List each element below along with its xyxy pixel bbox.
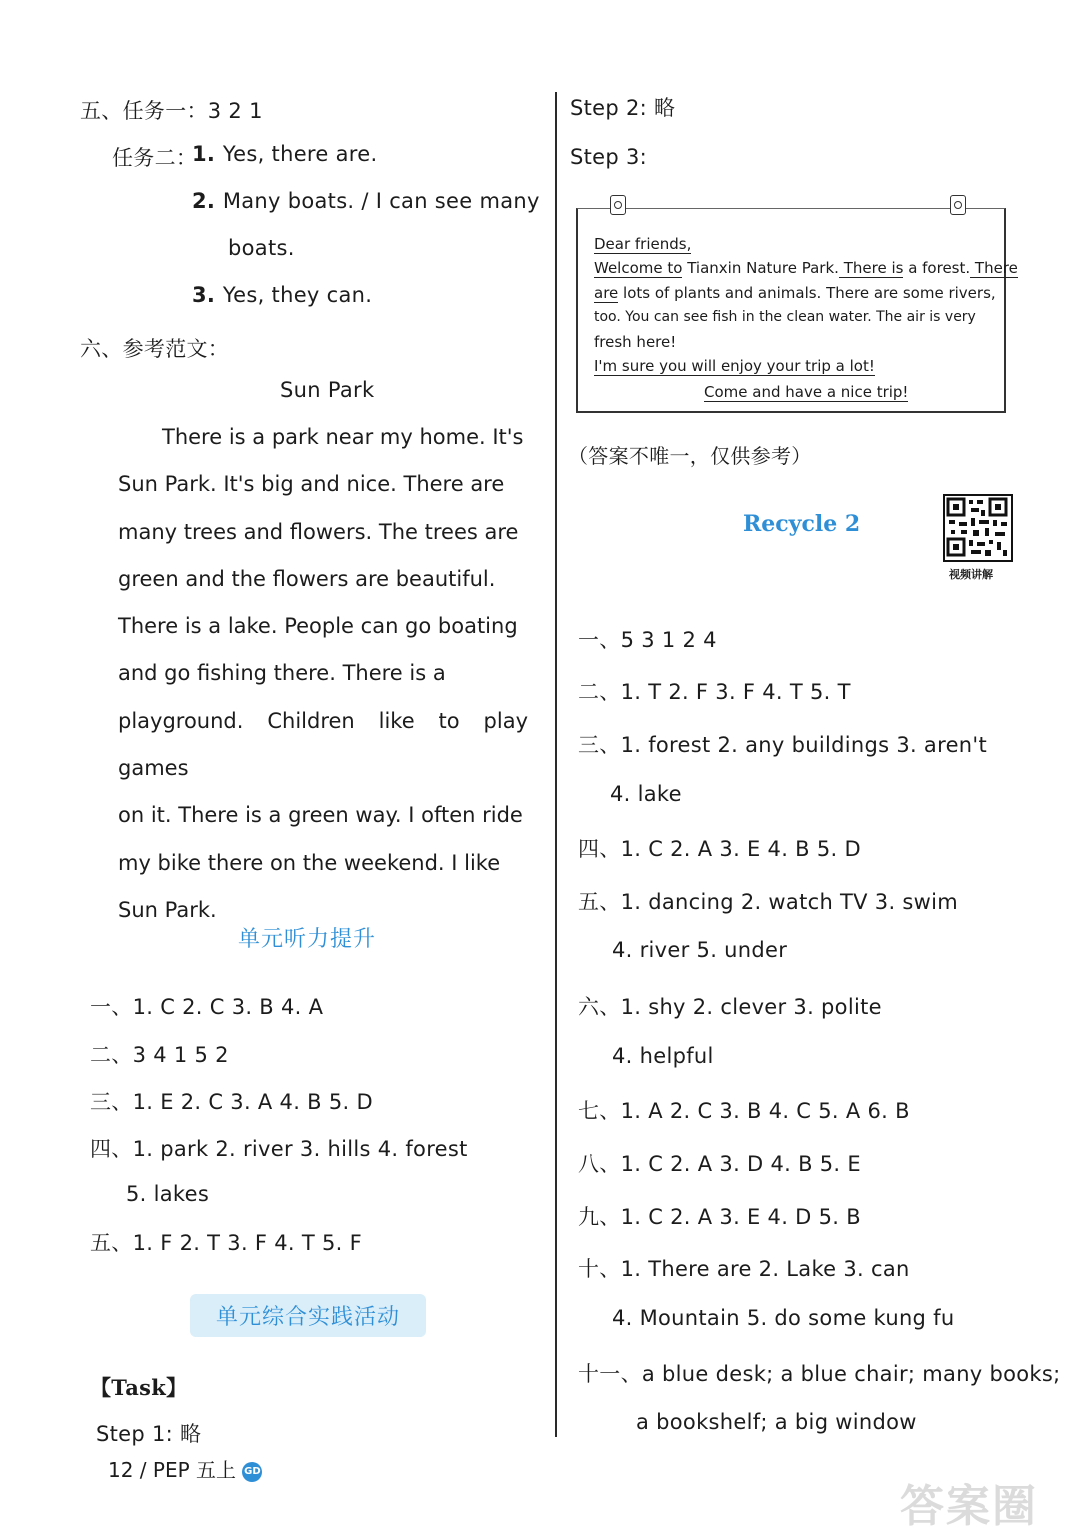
page-number: 12 / PEP 五上: [108, 1458, 237, 1482]
gd-badge-icon: GD: [242, 1462, 262, 1482]
card-line-1: Dear friends,: [594, 235, 692, 253]
essay-title: Sun Park: [280, 378, 375, 402]
qr-code-icon: [943, 494, 1013, 562]
left-wu-task2-label: 任务二：: [112, 146, 198, 170]
practice-title: 单元综合实践活动: [190, 1294, 426, 1337]
recycle-answer: 八、1. C 2. A 3. D 4. B 5. E: [578, 1152, 861, 1176]
card-line-4: too. You can see fish in the clean water. The air is very: [594, 309, 976, 325]
essay-body: [118, 414, 528, 934]
essay-line: and go fishing there. There is a: [118, 661, 446, 686]
recycle-answer: 十一、a blue desk; a blue chair; many books;: [578, 1362, 1061, 1386]
essay-line: Sun Park. It's big and nice. There are: [118, 472, 505, 497]
answer-note: （答案不唯一，仅供参考）: [568, 444, 812, 468]
essay-line: There is a park near my home. It's: [162, 425, 524, 449]
left-wu-task1: 五、任务一：3 2 1: [80, 99, 263, 123]
watermark: 答案圈: [900, 1481, 1038, 1532]
recycle-answer: 4. river 5. under: [612, 938, 788, 962]
left-wu-task2-1: 1. Yes, there are.: [192, 142, 378, 166]
step3: Step 3:: [570, 145, 648, 169]
recycle-answer: 七、1. A 2. C 3. B 4. C 5. A 6. B: [578, 1099, 910, 1123]
listening-title: 单元听力提升: [238, 927, 377, 952]
left-wu-task2-2b: boats.: [228, 236, 295, 260]
recycle-answer: 十、1. There are 2. Lake 3. can: [578, 1257, 910, 1281]
step1: Step 1: 略: [96, 1422, 202, 1446]
recycle-answer: 五、1. dancing 2. watch TV 3. swim: [578, 890, 959, 914]
page-footer: [108, 1454, 262, 1483]
recycle-answer: 一、5 3 1 2 4: [578, 628, 717, 652]
essay-line: many trees and flowers. The trees are: [118, 519, 519, 544]
recycle-answer: 九、1. C 2. A 3. E 4. D 5. B: [578, 1205, 861, 1229]
listening-answer: 三、1. E 2. C 3. A 4. B 5. D: [90, 1090, 373, 1114]
card-line-3: are lots of plants and animals. There are some rivers,: [594, 284, 996, 302]
listening-answer: 四、1. park 2. river 3. hills 4. forest: [90, 1137, 468, 1161]
recycle-answer: 六、1. shy 2. clever 3. polite: [578, 995, 882, 1019]
column-divider: [555, 92, 557, 1437]
card-line-7: Come and have a nice trip!: [704, 383, 909, 401]
pin-icon: [610, 195, 626, 215]
card-line-2: Welcome to Tianxin Nature Park. There is a forest. There: [594, 259, 1018, 277]
qr-caption: 视频讲解: [949, 568, 993, 581]
recycle-answer: 二、1. T 2. F 3. F 4. T 5. T: [578, 680, 851, 704]
task-label: 【Task】: [90, 1375, 188, 1400]
recycle-answer: a bookshelf; a big window: [636, 1410, 917, 1434]
card-line-5: fresh here!: [594, 333, 677, 351]
essay-line: There is a lake. People can go boating: [118, 614, 518, 639]
card-line-6: I'm sure you will enjoy your trip a lot!: [594, 357, 875, 375]
postcard: [576, 208, 1018, 413]
essay-line: my bike there on the weekend. I like: [118, 850, 501, 875]
listening-answer: 5. lakes: [126, 1182, 210, 1206]
left-wu-task2-2a: 2. Many boats. / I can see many: [192, 189, 540, 213]
recycle-answer: 四、1. C 2. A 3. E 4. B 5. D: [578, 837, 861, 861]
recycle-answer: 4. Mountain 5. do some kung fu: [612, 1306, 955, 1330]
essay-line: playground. Children like to play games: [118, 708, 528, 781]
recycle-answer: 三、1. forest 2. any buildings 3. aren't: [578, 733, 988, 757]
left-liu-label: 六、参考范文：: [80, 337, 230, 361]
listening-answer: 二、3 4 1 5 2: [90, 1043, 229, 1067]
essay-line: green and the flowers are beautiful.: [118, 566, 496, 591]
listening-answer: 一、1. C 2. C 3. B 4. A: [90, 995, 324, 1019]
essay-line: Sun Park.: [118, 897, 217, 922]
recycle-title: Recycle 2: [743, 511, 861, 537]
step2: Step 2: 略: [570, 96, 676, 120]
pin-icon: [950, 195, 966, 215]
recycle-answer: 4. lake: [610, 782, 682, 806]
recycle-answer: 4. helpful: [612, 1044, 714, 1068]
left-wu-task2-3: 3. Yes, they can.: [192, 283, 373, 307]
listening-answer: 五、1. F 2. T 3. F 4. T 5. F: [90, 1231, 362, 1255]
essay-line: on it. There is a green way. I often ride: [118, 803, 523, 828]
